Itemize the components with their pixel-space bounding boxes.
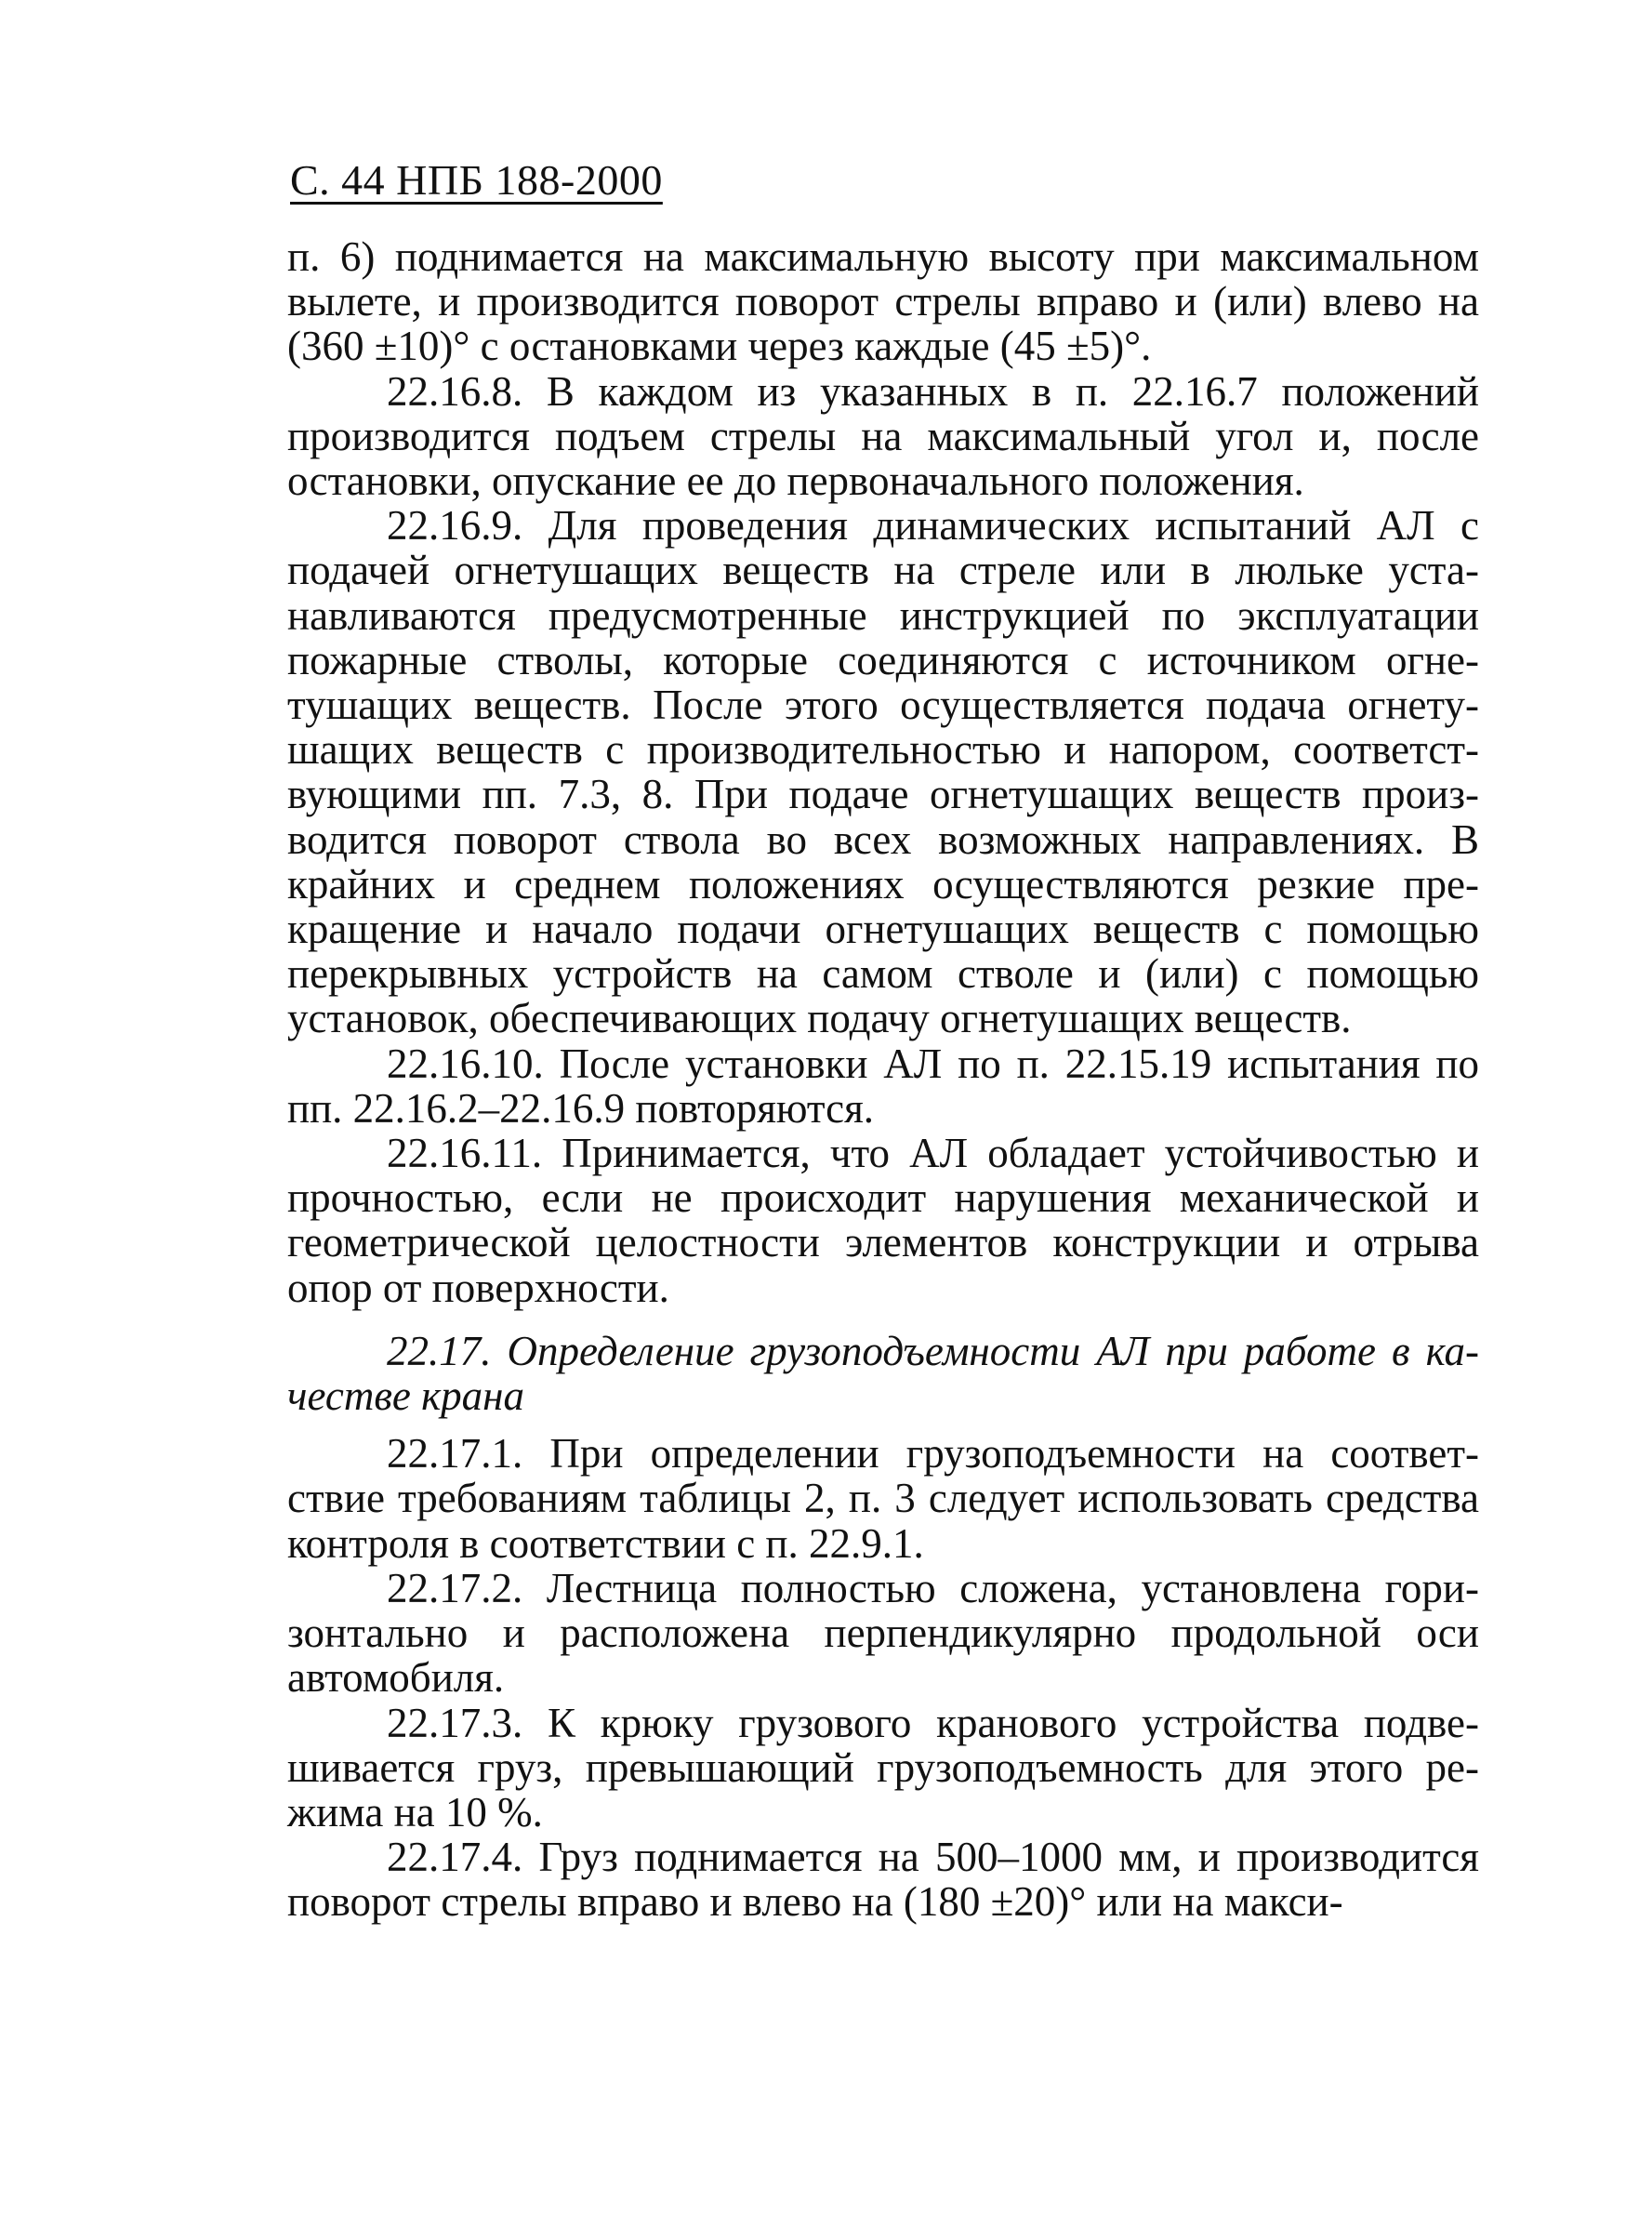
paragraph-22-16-8: 22.16.8. В каждом из указанных в п. 22.16.7 положений производится подъем стрелы на максимальный угол и, после остановки, опускание ее до первоначального положения. [287, 367, 1479, 505]
paragraph-continuation: п. 6) поднимается на максимальную высоту при максимальном вылете, и производится поворот стрелы вправо и (или) влево на (360 ±10)° с остановками через каждые (45 ±5)°. [287, 233, 1479, 370]
section-heading-22-17: 22.17. Определение грузоподъемности АЛ при работе в качестве крана [287, 1327, 1479, 1420]
paragraph-22-16-10: 22.16.10. После установки АЛ по п. 22.15.19 испытания по пп. 22.16.2–22.16.9 повторяются. [287, 1040, 1479, 1132]
paragraph-22-17-3: 22.17.3. К крюку грузового кранового устройства подвешивается груз, превышающий грузоподъемность для этого режима на 10 %. [287, 1699, 1479, 1835]
paragraph-22-16-11: 22.16.11. Принимается, что АЛ обладает устойчивостью и прочностью, если не происходит нарушения механической и геометрической целостности элементов конструкции и отрыва опор от поверхности. [287, 1130, 1479, 1311]
paragraph-22-17-4: 22.17.4. Груз поднимается на 500–1000 мм, и производится поворот стрелы вправо и влево на (180 ±20)° или на макси- [287, 1834, 1479, 1926]
page-header: С. 44 НПБ 188-2000 [290, 156, 663, 204]
paragraph-22-16-9: 22.16.9. Для проведения динамических испытаний АЛ с подачей огнетушащих веществ на стреле или в люльке устанавливаются предусмотренные инструкцией по эксплуатации пожарные стволы, которые соединяются с источником огнетушащих веществ. После этого осуществляется подача огнетушащих веществ с производительностью и напором, соответствующими пп. 7.3, 8. При подаче огнетушащих веществ производится поворот ствола во всех возможных направлениях. В крайних и среднем положениях осуществляются резкие прекращение и начало подачи огнетушащих веществ с помощью перекрывных устройств на самом стволе и (или) с помощью установок, обеспечивающих подачу огнетушащих веществ. [287, 502, 1479, 1042]
paragraph-22-17-2: 22.17.2. Лестница полностью сложена, установлена горизонтально и расположена перпендикулярно продольной оси автомобиля. [287, 1564, 1479, 1702]
paragraph-22-17-1: 22.17.1. При определении грузоподъемности на соответствие требованиям таблицы 2, п. 3 следует использовать средства контроля в соответствии с п. 22.9.1. [287, 1430, 1479, 1567]
document-body [287, 234, 1479, 1925]
